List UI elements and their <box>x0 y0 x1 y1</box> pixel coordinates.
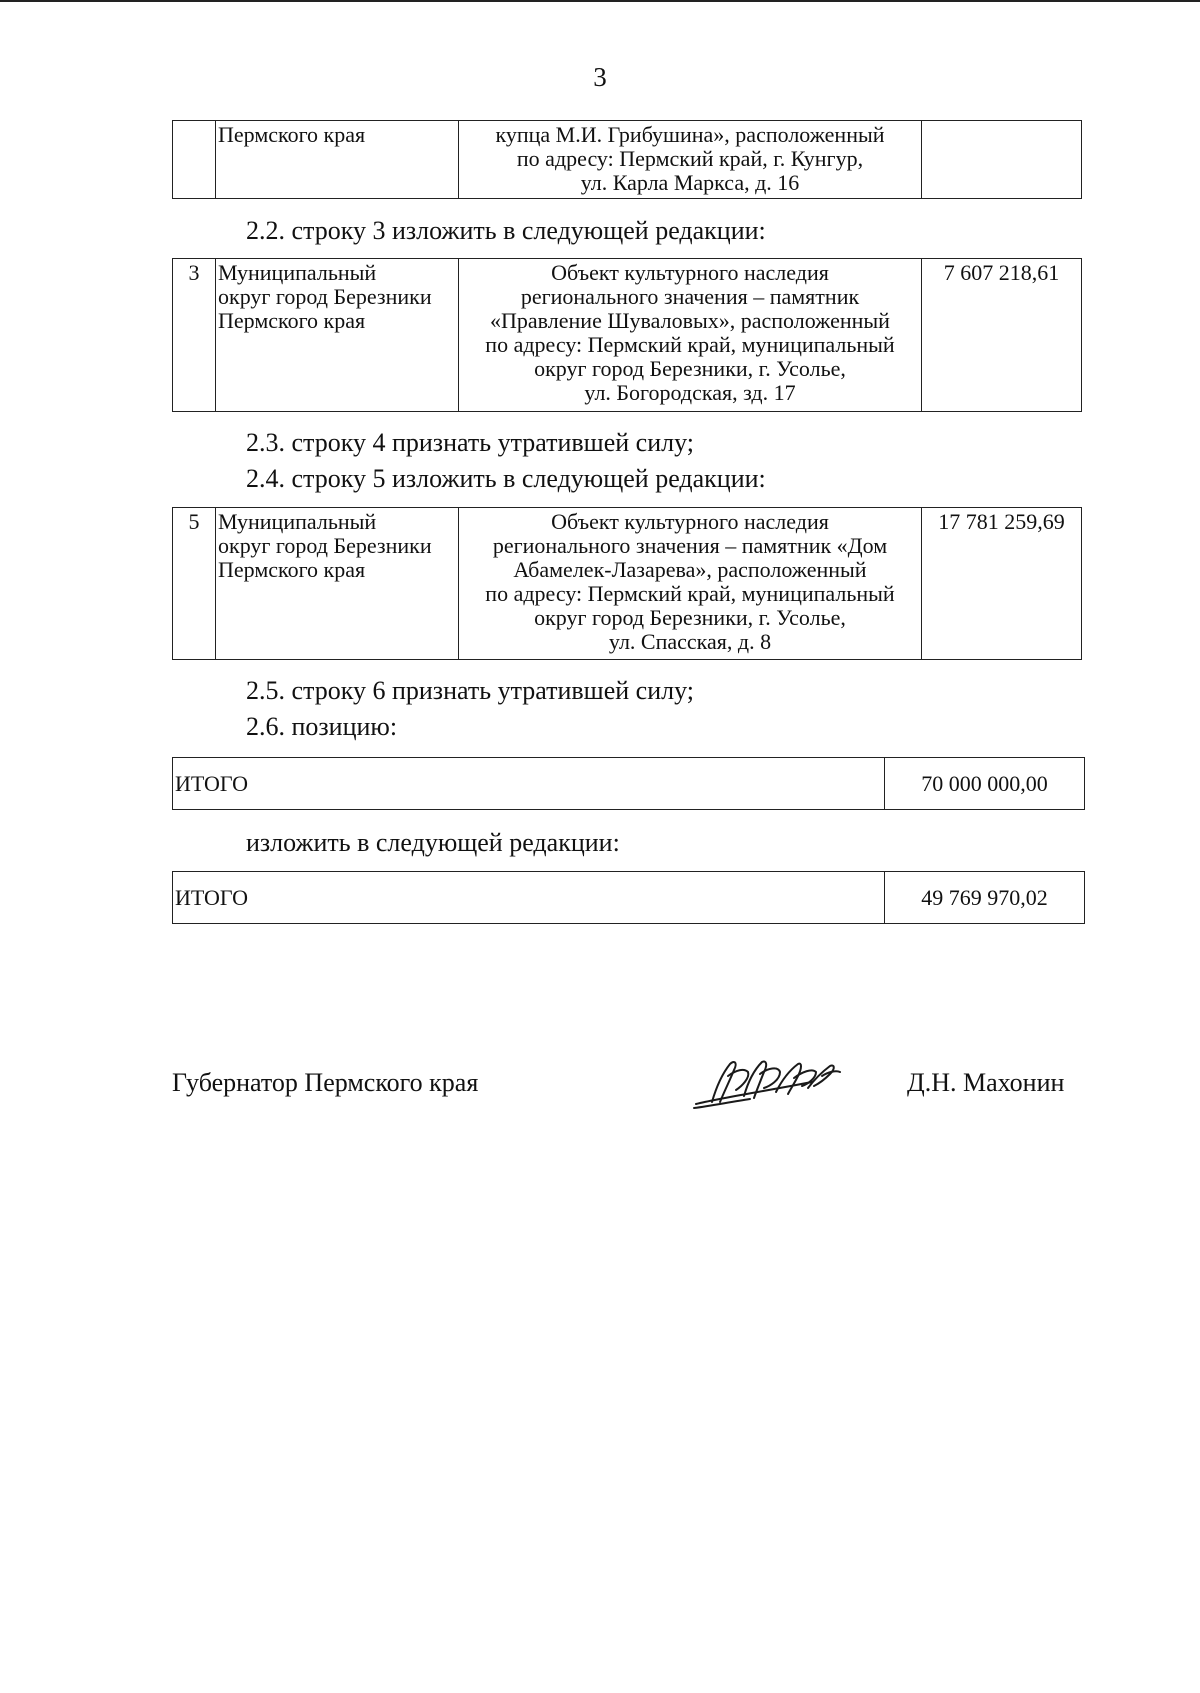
cell-sum <box>922 121 1082 199</box>
cell-object: Объект культурного наследия регионального значения – памятник «Дом Абамелек-Лазарева», расположенный по адресу: Пермский край, муниципальный округ город Березники, г. Усолье, ул. Спасская, д. 8 <box>459 508 922 660</box>
paragraph-replace: изложить в следующей редакции: <box>246 828 620 857</box>
total-label: ИТОГО <box>173 758 885 810</box>
paragraph-2-5: 2.5. строку 6 признать утратившей силу; <box>246 676 694 705</box>
cell-num: 3 <box>173 259 216 412</box>
total-sum: 70 000 000,00 <box>885 758 1085 810</box>
paragraph-2-3: 2.3. строку 4 признать утратившей силу; <box>246 428 694 457</box>
cell-municipality: Муниципальный округ город Березники Пермского края <box>216 508 459 660</box>
table-total-new <box>172 871 1085 924</box>
cell-municipality: Муниципальный округ город Березники Пермского края <box>216 259 459 412</box>
handwritten-signature <box>690 1052 850 1119</box>
cell-municipality: Пермского края <box>216 121 459 199</box>
page-top-edge <box>0 0 1200 2</box>
table-row <box>173 508 1082 660</box>
total-sum: 49 769 970,02 <box>885 872 1085 924</box>
signatory-title: Губернатор Пермского края <box>172 1068 479 1097</box>
cell-num <box>173 121 216 199</box>
table-row-3 <box>172 258 1082 412</box>
table-row <box>173 872 1085 924</box>
cell-num: 5 <box>173 508 216 660</box>
signatory-name: Д.Н. Махонин <box>907 1068 1065 1097</box>
table-row <box>173 121 1082 199</box>
table-row <box>173 758 1085 810</box>
table-continued <box>172 120 1082 199</box>
table-row <box>173 259 1082 412</box>
paragraph-2-2: 2.2. строку 3 изложить в следующей редакции: <box>246 216 766 245</box>
table-row-5 <box>172 507 1082 660</box>
cell-object: купца М.И. Грибушина», расположенный по адресу: Пермский край, г. Кунгур, ул. Карла Маркса, д. 16 <box>459 121 922 199</box>
cell-sum: 7 607 218,61 <box>922 259 1082 412</box>
total-label: ИТОГО <box>173 872 885 924</box>
page-number: 3 <box>593 62 607 92</box>
paragraph-2-6: 2.6. позицию: <box>246 712 398 741</box>
table-total-old <box>172 757 1085 810</box>
paragraph-2-4: 2.4. строку 5 изложить в следующей редакции: <box>246 464 766 493</box>
cell-sum: 17 781 259,69 <box>922 508 1082 660</box>
cell-object: Объект культурного наследия регионального значения – памятник «Правление Шуваловых», расположенный по адресу: Пермский край, муниципальный округ город Березники, г. Усолье, ул. Богородская, зд. 17 <box>459 259 922 412</box>
